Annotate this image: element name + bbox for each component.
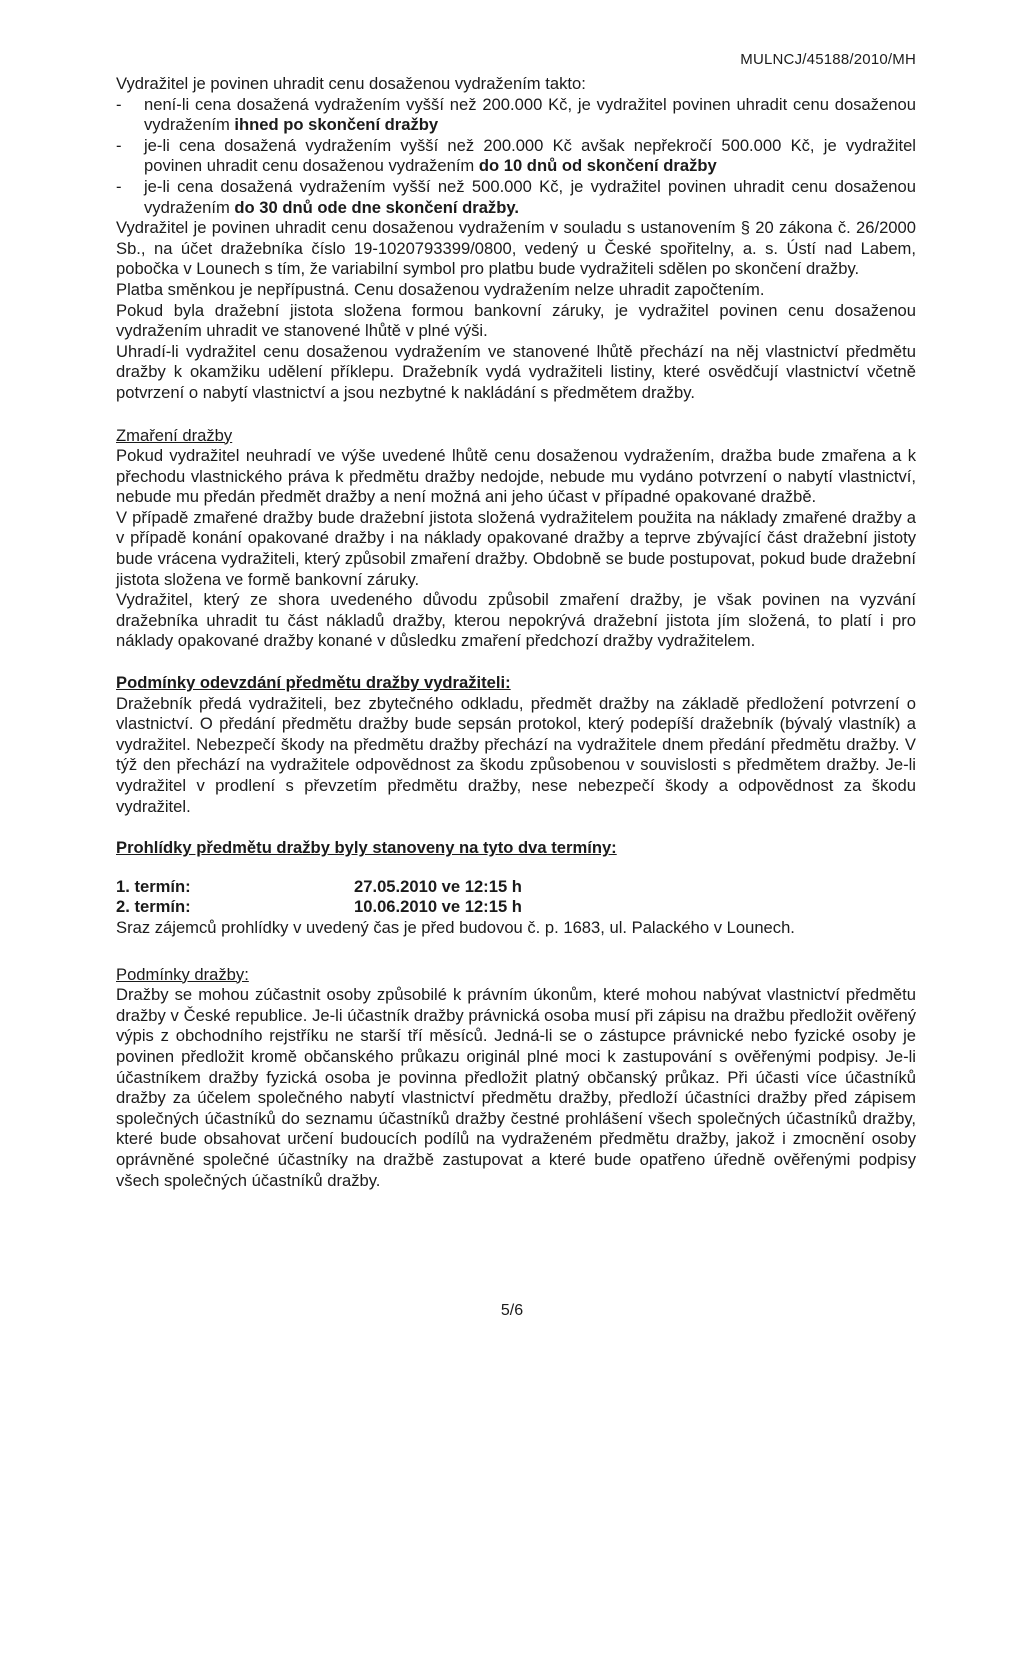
zmareni-paragraph: Vydražitel, který ze shora uvedeného důvodu způsobil zmaření dražby, je však povinen na vyzvání dražebníka uhradit tu část nákladů dražby, kterou nepokrývá dražební jistota jím složená, to platí i pro náklady opakované dražby konané v důsledku zmaření předchozí dražby vydražitelem. bbox=[116, 590, 916, 651]
section-title-prohlidky: Prohlídky předmětu dražby byly stanoveny na tyto dva termíny: bbox=[116, 838, 617, 858]
bullet-emphasis: ihned po skončení dražby bbox=[234, 115, 439, 135]
term-row bbox=[116, 897, 916, 918]
payment-intro: Vydražitel je povinen uhradit cenu dosaženou vydražením takto: bbox=[116, 74, 586, 93]
bullet-dash: - bbox=[116, 135, 122, 155]
term-label: 1. termín: bbox=[116, 876, 191, 896]
bullet-dash: - bbox=[116, 176, 122, 196]
bullet-text: je-li cena dosažená vydražením vyšší než 500.000 Kč, je vydražitel povinen uhradit cenu dosaženou vydražením bbox=[144, 176, 916, 217]
bullet-text: je-li cena dosažená vydražením vyšší než 200.000 Kč avšak nepřekročí 500.000 Kč, je vydražitel povinen uhradit cenu dosaženou vydražením bbox=[144, 135, 916, 176]
bullet-text: není-li cena dosažená vydražením vyšší než 200.000 Kč, je vydražitel povinen uhradit cenu dosaženou vydražením bbox=[144, 94, 916, 135]
zmareni-paragraph: Pokud vydražitel neuhradí ve výše uvedené lhůtě cenu dosaženou vydražením, dražba bude zmařena a k přechodu vlastnického práva k předmětu dražby nedojde, nebude mu vydáno potvrzení o nabytí vlastnictví, nebude mu předán předmět dražby a není možná ani jeho účast v případné opakované dražbě. bbox=[116, 446, 916, 507]
podminky-paragraph: Dražby se mohou zúčastnit osoby způsobilé k právním úkonům, které mohou nabývat vlastnictví předmětu dražby v České republice. Je-li účastník dražby právnická osoba musí při zápisu na dražbu předložit ověřený výpis z obchodního rejstříku ne starší tří měsíců. Jedná-li se o zástupce právnické nebo fyzické osoby je povinen předložit kromě občanského průkazu originál plné moci k zastupování s ověřenými podpisy. Je-li účastníkem dražby fyzická osoba je povinna předložit platný občanský průkaz. Při účasti více účastníků dražby za účelem společného nabytí vlastnictví předmětu dražby, předloží účastníci dražby před zápisem společných účastníků do seznamu účastníků dražby čestné prohlášení všech společných účastníků dražby, které bude obsahovat určení budoucích podílů na vydraženém předmětu dražby, jakož i zmocnění osoby oprávněné společné účastníky na dražbě zastupovat a které bude opatřeno úředně ověřenými podpisy všech společných účastníků dražby. bbox=[116, 985, 916, 1190]
list-item bbox=[116, 95, 916, 136]
term-row bbox=[116, 877, 916, 898]
term-label: 2. termín: bbox=[116, 897, 191, 917]
section-title-podminky: Podmínky dražby: bbox=[116, 964, 249, 984]
document-id: MULNCJ/45188/2010/MH bbox=[740, 51, 916, 68]
bullet-dash: - bbox=[116, 94, 122, 114]
list-item bbox=[116, 177, 916, 218]
document-body bbox=[116, 74, 916, 1191]
term-value: 27.05.2010 ve 12:15 h bbox=[354, 876, 522, 896]
section-title-zmareni: Zmaření dražby bbox=[116, 425, 233, 445]
odevzdani-paragraph: Dražebník předá vydražiteli, bez zbytečného odkladu, předmět dražby na základě předložení potvrzení o vlastnictví. O předání předmětu dražby bude sepsán protokol, který podepíší dražebník (bývalý vlastník) a vydražitel. Nebezpečí škody na předmětu dražby přechází na vydražitele dnem předání předmětu dražby. V týž den přechází na vydražitele odpovědnost za škodu způsobenou v souvislosti s předmětem dražby. Je-li vydražitel v prodlení s převzetím předmětu dražby, nese nebezpečí škody a odpovědnost za škodu vydražitel. bbox=[116, 693, 916, 816]
section-title-odevzdani: Podmínky odevzdání předmětu dražby vydražiteli: bbox=[116, 673, 511, 693]
zmareni-paragraph: V případě zmařené dražby bude dražební jistota složená vydražitelem použita na náklady zmařené dražby a v případě konání opakované dražby i na náklady opakované dražby a teprve zbývající část dražební jistoty bude vrácena vydražiteli, který způsobil zmaření dražby. Obdobně se bude postupovat, pokud bude dražební jistota složena ve formě bankovní záruky. bbox=[116, 507, 916, 589]
payment-paragraph: Platba směnkou je nepřípustná. Cenu dosaženou vydražením nelze uhradit započtením. bbox=[116, 279, 765, 299]
bullet-emphasis: do 30 dnů ode dne skončení dražby. bbox=[234, 197, 519, 217]
term-value: 10.06.2010 ve 12:15 h bbox=[354, 897, 522, 917]
payment-paragraph: Vydražitel je povinen uhradit cenu dosaženou vydražením v souladu s ustanovením § 20 zákona č. 26/2000 Sb., na účet dražebníka číslo 19-1020793399/0800, vedený u České spořitelny, a. s. Ústí nad Labem, pobočka v Lounech s tím, že variabilní symbol pro platbu bude vydražiteli sdělen po skončení dražby. bbox=[116, 218, 916, 279]
meeting-info: Sraz zájemců prohlídky v uvedený čas je před budovou č. p. 1683, ul. Palackého v Lounech. bbox=[116, 917, 795, 937]
payment-paragraph: Uhradí-li vydražitel cenu dosaženou vydražením ve stanovené lhůtě přechází na něj vlastnictví předmětu dražby k okamžiku udělení příklepu. Dražebník vydá vydražiteli listiny, které osvědčují vlastnictví včetně potvrzení o nabytí vlastnictví a jsou nezbytné k nakládání s předmětem dražby. bbox=[116, 341, 916, 402]
payment-paragraph: Pokud byla dražební jistota složena formou bankovní záruky, je vydražitel povinen cenu dosaženou vydražením uhradit ve stanovené lhůtě v plné výši. bbox=[116, 300, 916, 341]
list-item bbox=[116, 136, 916, 177]
page-number: 5/6 bbox=[500, 1302, 524, 1319]
inspection-terms bbox=[116, 877, 916, 918]
bullet-emphasis: do 10 dnů od skončení dražby bbox=[478, 156, 717, 176]
